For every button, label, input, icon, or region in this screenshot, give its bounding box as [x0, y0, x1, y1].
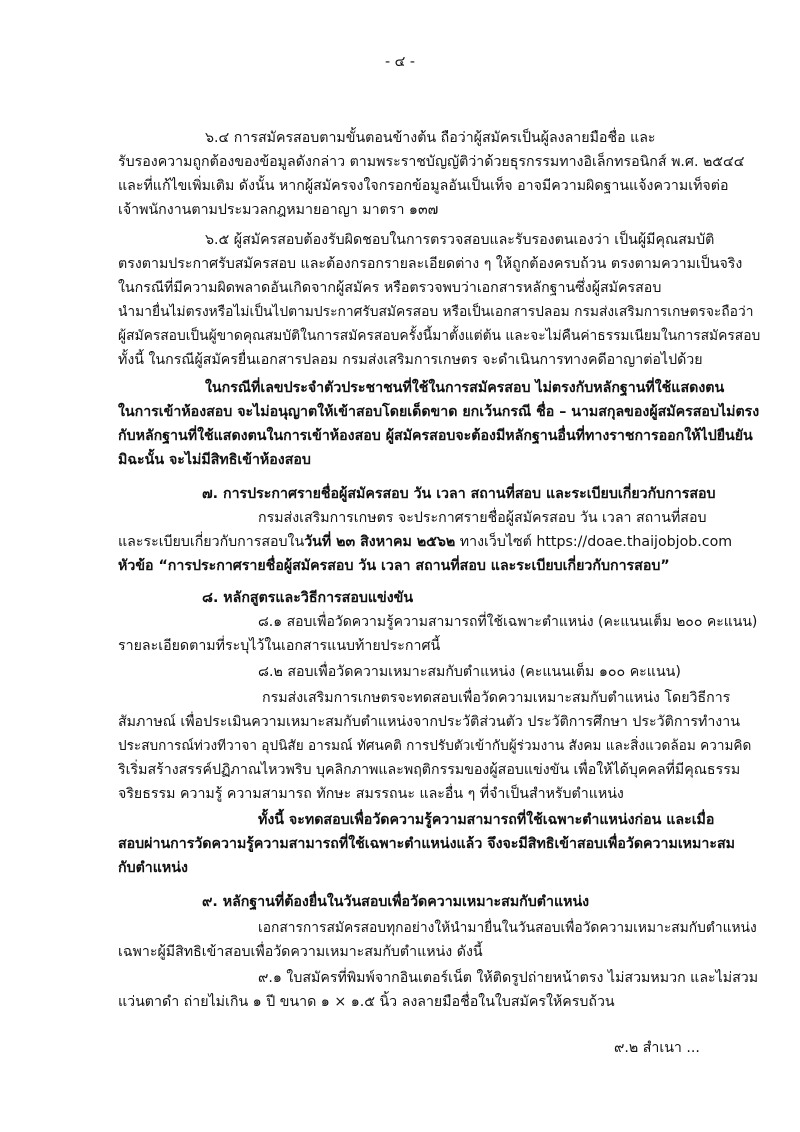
- s8-body-line-3: ประสบการณ์ท่วงทีวาจา อุปนิสัย อารมณ์ ทัศนคติ การปรับตัวเข้ากับผู้ร่วมงาน สังคม และสิ่งแวดล้อม ความคิด: [118, 738, 752, 754]
- s65-line-1: ๖.๕ ผู้สมัครสอบต้องรับผิดชอบในการตรวจสอบและรับรองตนเองว่า เป็นผู้มีคุณสมบัติ: [205, 232, 715, 248]
- s7-line-2: [118, 532, 732, 552]
- s65-line-3: ในกรณีที่มีความผิดพลาดอันเกิดจากผู้สมัคร หรือตรวจพบว่าเอกสารหลักฐานซึ่งผู้สมัครสอบ: [118, 280, 662, 296]
- continuation-note: ๙.๒ สำเนา ...: [614, 1040, 700, 1056]
- s8-heading: ๘. หลักสูตรและวิธีการสอบแข่งขัน: [202, 590, 414, 606]
- s82-line: ๘.๒ สอบเพื่อวัดความเหมาะสมกับตำแหน่ง (คะแนนเต็ม ๑๐๐ คะแนน): [258, 664, 681, 680]
- s64-line-3: และที่แก้ไขเพิ่มเติม ดังนั้น หากผู้สมัครจงใจกรอกข้อมูลอันเป็นเท็จ อาจมีความผิดฐานแจ้งความเท็จต่อ: [118, 178, 729, 194]
- s91-line-1: ๙.๑ ใบสมัครที่พิมพ์จากอินเตอร์เน็ต ให้ติดรูปถ่ายหน้าตรง ไม่สวมหมวก และไม่สวม: [258, 970, 759, 986]
- s64-line-4: เจ้าพนักงานตามประมวลกฎหมายอาญา มาตรา ๑๓๗: [118, 202, 439, 218]
- s7-line-1: กรมส่งเสริมการเกษตร จะประกาศรายชื่อผู้สมัครสอบ วัน เวลา สถานที่สอบ: [258, 510, 707, 526]
- s8-bold-line-3: กับตำแหน่ง: [118, 860, 188, 876]
- s9-heading: ๙. หลักฐานที่ต้องยื่นในวันสอบเพื่อวัดความเหมาะสมกับตำแหน่ง: [202, 894, 590, 910]
- s7-announce-date: วันที่ ๒๓ สิงหาคม ๒๕๖๒: [304, 534, 456, 550]
- s8-body-line-1: กรมส่งเสริมการเกษตรจะทดสอบเพื่อวัดความเหมาะสมกับตำแหน่ง โดยวิธีการ: [262, 690, 731, 706]
- s65-line-2: ตรงตามประกาศรับสมัครสอบ และต้องกรอกรายละเอียดต่าง ๆ ให้ถูกต้องครบถ้วน ตรงตามความเป็นจริง: [118, 256, 743, 272]
- s65-notice-line-3: กับหลักฐานที่ใช้แสดงตนในการเข้าห้องสอบ ผู้สมัครสอบจะต้องมีหลักฐานอื่นที่ทางราชการออกให้ไปยืนยัน: [118, 428, 753, 444]
- s9-body-line-2: เฉพาะผู้มีสิทธิเข้าสอบเพื่อวัดความเหมาะสมกับตำแหน่ง ดังนี้: [118, 944, 483, 960]
- s81-line-1: ๘.๑ สอบเพื่อวัดความรู้ความสามารถที่ใช้เฉพาะตำแหน่ง (คะแนนเต็ม ๒๐๐ คะแนน): [258, 614, 758, 630]
- s8-body-line-5: จริยธรรม ความรู้ ความสามารถ ทักษะ สมรรถนะ และอื่น ๆ ที่จำเป็นสำหรับตำแหน่ง: [118, 786, 624, 802]
- page-number: - ๔ -: [385, 54, 415, 70]
- s64-line-2: รับรองความถูกต้องของข้อมูลดังกล่าว ตามพระราชบัญญัติว่าด้วยธุรกรรมทางอิเล็กทรอนิกส์ พ.ศ. ๒๕๔๔: [118, 154, 745, 170]
- s8-bold-line-2: สอบผ่านการวัดความรู้ความสามารถที่ใช้เฉพาะตำแหน่งแล้ว จึงจะมีสิทธิเข้าสอบเพื่อวัดความเหมาะสม: [118, 836, 735, 852]
- s64-line-1: ๖.๔ การสมัครสอบตามขั้นตอนข้างต้น ถือว่าผู้สมัครเป็นผู้ลงลายมือชื่อ และ: [205, 130, 656, 146]
- s7-line-3: หัวข้อ “การประกาศรายชื่อผู้สมัครสอบ วัน เวลา สถานที่สอบ และระเบียบเกี่ยวกับการสอบ”: [118, 558, 670, 574]
- s91-line-2: แว่นตาดำ ถ่ายไม่เกิน ๑ ปี ขนาด ๑ × ๑.๕ นิ้ว ลงลายมือชื่อในใบสมัครให้ครบถ้วน: [118, 994, 615, 1010]
- s65-line-6: ทั้งนี้ ในกรณีผู้สมัครยื่นเอกสารปลอม กรมส่งเสริมการเกษตร จะดำเนินการทางคดีอาญาต่อไปด้วย: [118, 352, 703, 368]
- s7-website: ทางเว็บไซต์ https://doae.thaijobjob.com: [455, 534, 733, 550]
- s65-line-4: นำมายื่นไม่ตรงหรือไม่เป็นไปตามประกาศรับสมัครสอบ หรือเป็นเอกสารปลอม กรมส่งเสริมการเกษตรจะถือว่า: [118, 304, 754, 320]
- s9-body-line-1: เอกสารการสมัครสอบทุกอย่างให้นำมายื่นในวันสอบเพื่อวัดความเหมาะสมกับตำแหน่ง: [258, 920, 757, 936]
- s8-bold-line-1: ทั้งนี้ จะทดสอบเพื่อวัดความรู้ความสามารถที่ใช้เฉพาะตำแหน่งก่อน และเมื่อ: [258, 812, 715, 828]
- s7-line-2-start: และระเบียบเกี่ยวกับการสอบใน: [118, 534, 305, 550]
- s65-notice-line-4: มิฉะนั้น จะไม่มีสิทธิเข้าห้องสอบ: [118, 452, 311, 468]
- s65-line-5: ผู้สมัครสอบเป็นผู้ขาดคุณสมบัติในการสมัครสอบครั้งนี้มาตั้งแต่ต้น และจะไม่คืนค่าธรรมเนียมในการสมัครสอบ: [118, 328, 761, 344]
- s65-notice-line-2: ในการเข้าห้องสอบ จะไม่อนุญาตให้เข้าสอบโดยเด็ดขาด ยกเว้นกรณี ชื่อ – นามสกุลของผู้สมัครสอบไม่ตรง: [118, 404, 760, 420]
- s8-body-line-4: ริเริ่มสร้างสรรค์ปฏิภาณไหวพริบ บุคลิกภาพและพฤติกรรมของผู้สอบแข่งขัน เพื่อให้ได้บุคคลที่มีคุณธรรม: [118, 762, 741, 778]
- s65-notice-line-1: ในกรณีที่เลขประจำตัวประชาชนที่ใช้ในการสมัครสอบ ไม่ตรงกับหลักฐานที่ใช้แสดงตน: [205, 380, 725, 396]
- s81-line-2: รายละเอียดตามที่ระบุไว้ในเอกสารแนบท้ายประกาศนี้: [118, 638, 441, 654]
- s7-heading: ๗. การประกาศรายชื่อผู้สมัครสอบ วัน เวลา สถานที่สอบ และระเบียบเกี่ยวกับการสอบ: [202, 486, 716, 502]
- s8-body-line-2: สัมภาษณ์ เพื่อประเมินความเหมาะสมกับตำแหน่งจากประวัติส่วนตัว ประวัติการศึกษา ประวัติการทำงาน: [118, 714, 740, 730]
